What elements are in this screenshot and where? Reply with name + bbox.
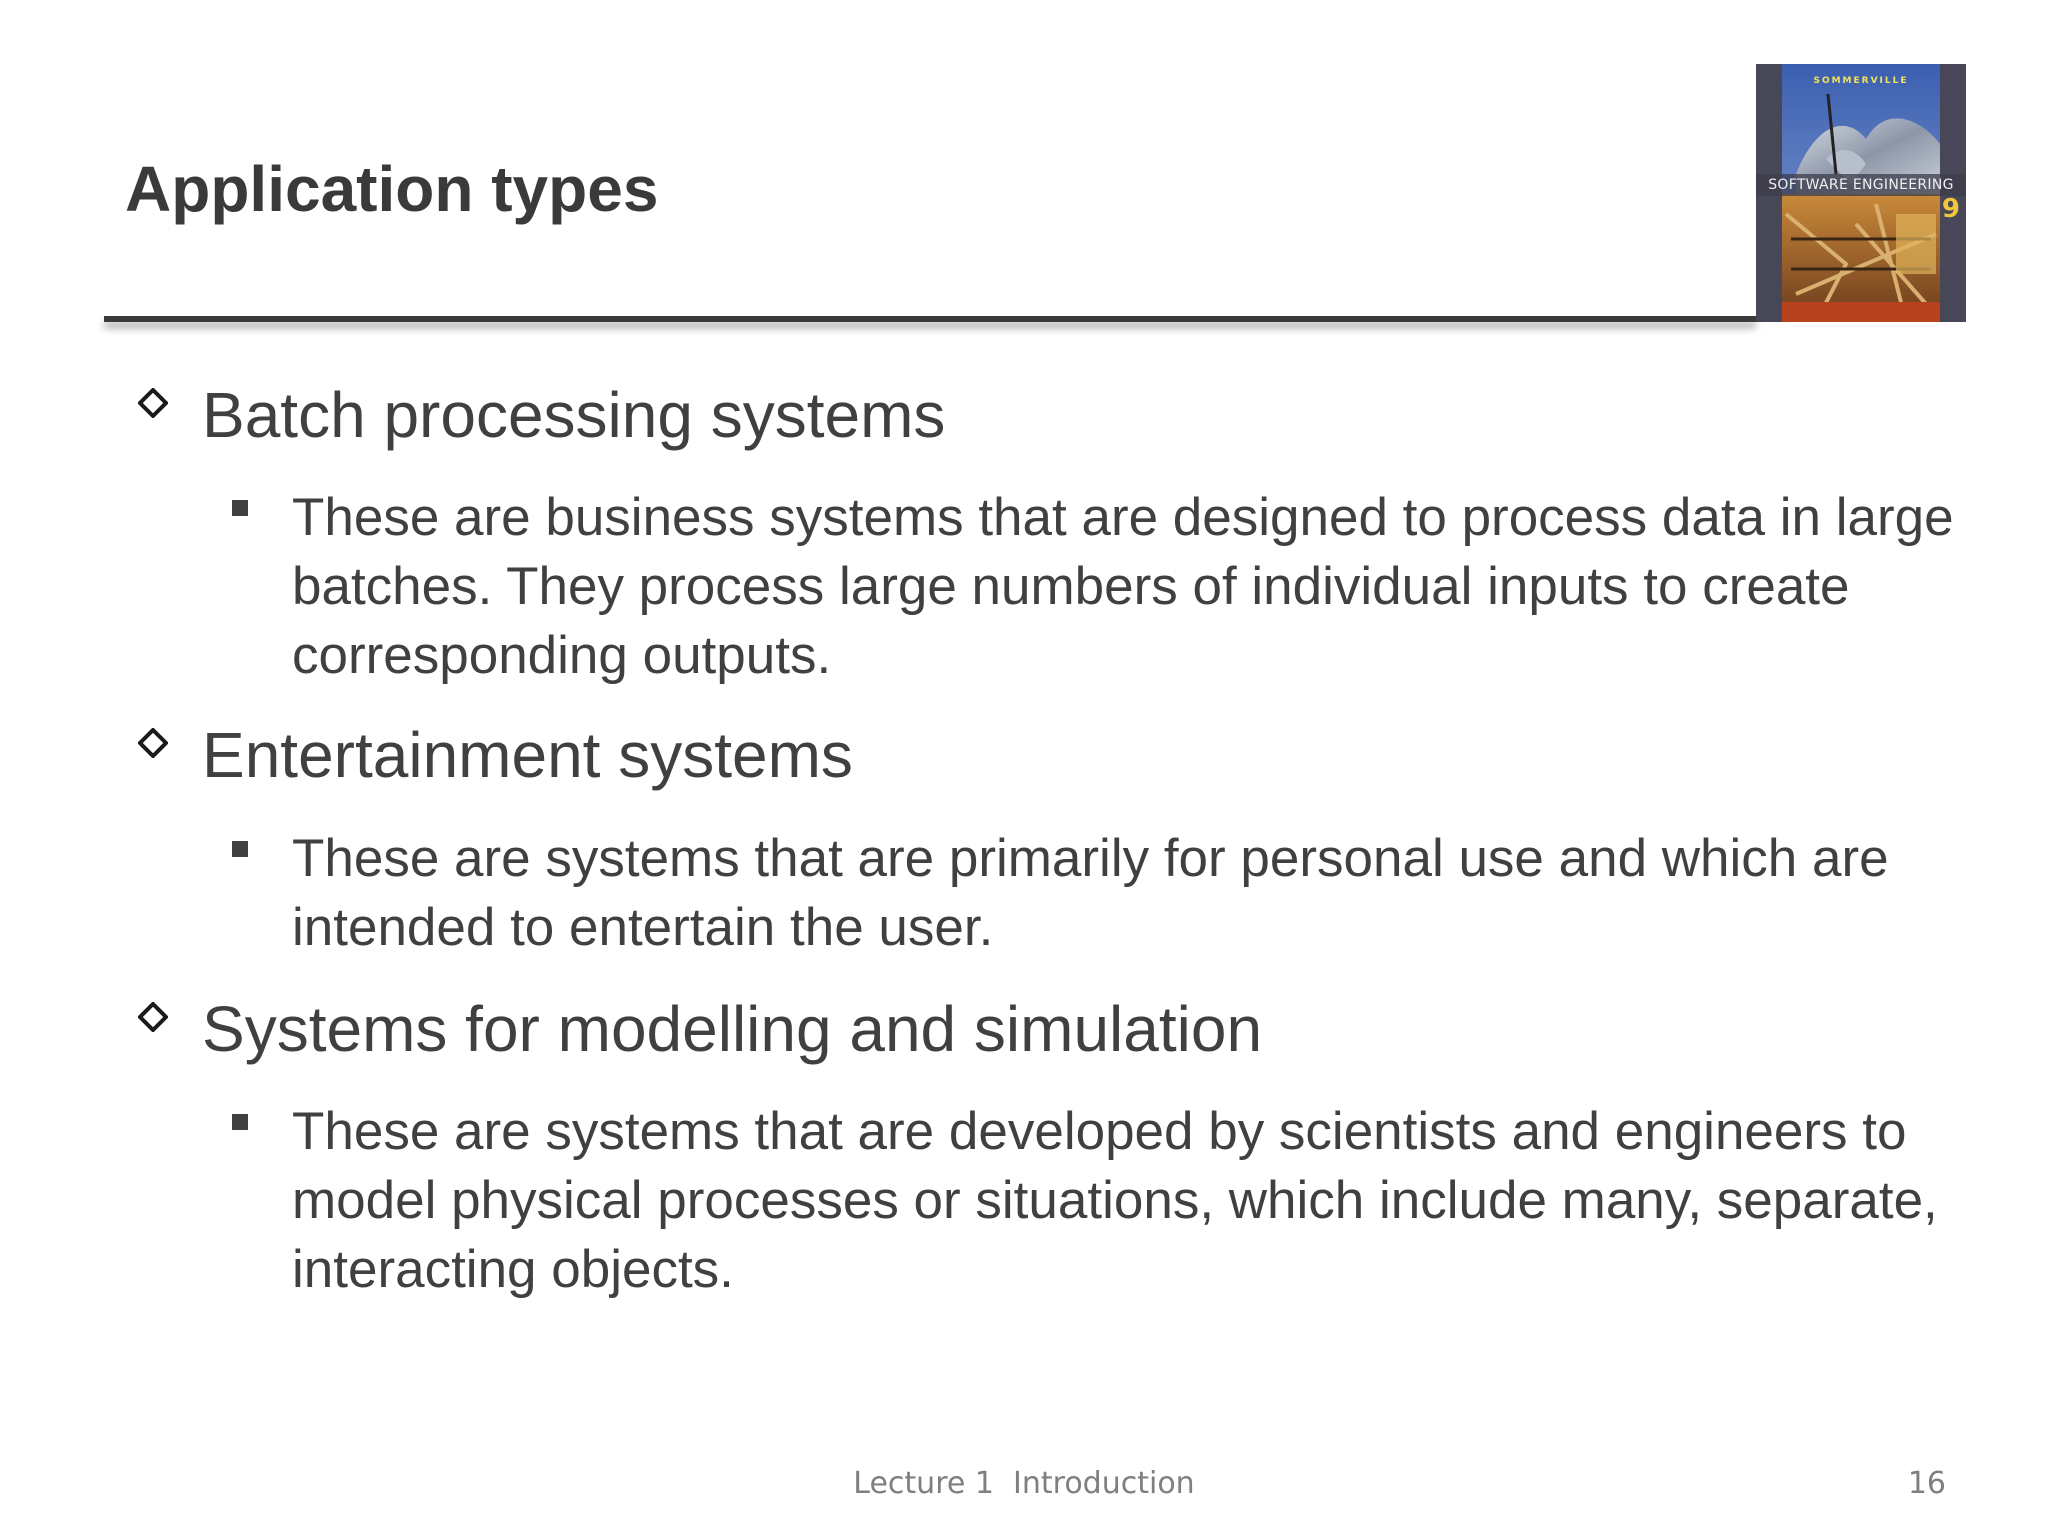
cover-title: SOFTWARE ENGINEERING xyxy=(1756,174,1966,196)
footer-lecture-label: Lecture 1 Introduction xyxy=(853,1466,1195,1501)
cover-author: SOMMERVILLE xyxy=(1813,76,1909,86)
item-heading: Systems for modelling and simulation xyxy=(202,993,1263,1065)
title-divider xyxy=(104,316,1756,322)
slide-title: Application types xyxy=(125,153,659,225)
item-detail: These are business systems that are designed to process data in large batches. They process large numbers of individual inputs to create corresponding outputs. xyxy=(292,488,1954,685)
square-bullet-icon xyxy=(232,1114,248,1130)
page-number: 16 xyxy=(1907,1466,1946,1501)
book-cover-image xyxy=(1756,64,1966,322)
square-bullet-icon xyxy=(232,841,248,857)
diamond-icon xyxy=(138,728,168,758)
item-detail: These are systems that are developed by scientists and engineers to model physical processes or situations, which include many, separate, interacting objects. xyxy=(292,1102,1938,1299)
item-detail: These are systems that are primarily for personal use and which are intended to entertain the user. xyxy=(292,829,1889,957)
diamond-icon xyxy=(138,388,168,418)
square-bullet-icon xyxy=(232,500,248,516)
item-heading: Entertainment systems xyxy=(202,719,853,791)
item-heading: Batch processing systems xyxy=(202,379,946,451)
diamond-icon xyxy=(138,1002,168,1032)
cover-edition: 9 xyxy=(1941,194,1960,224)
